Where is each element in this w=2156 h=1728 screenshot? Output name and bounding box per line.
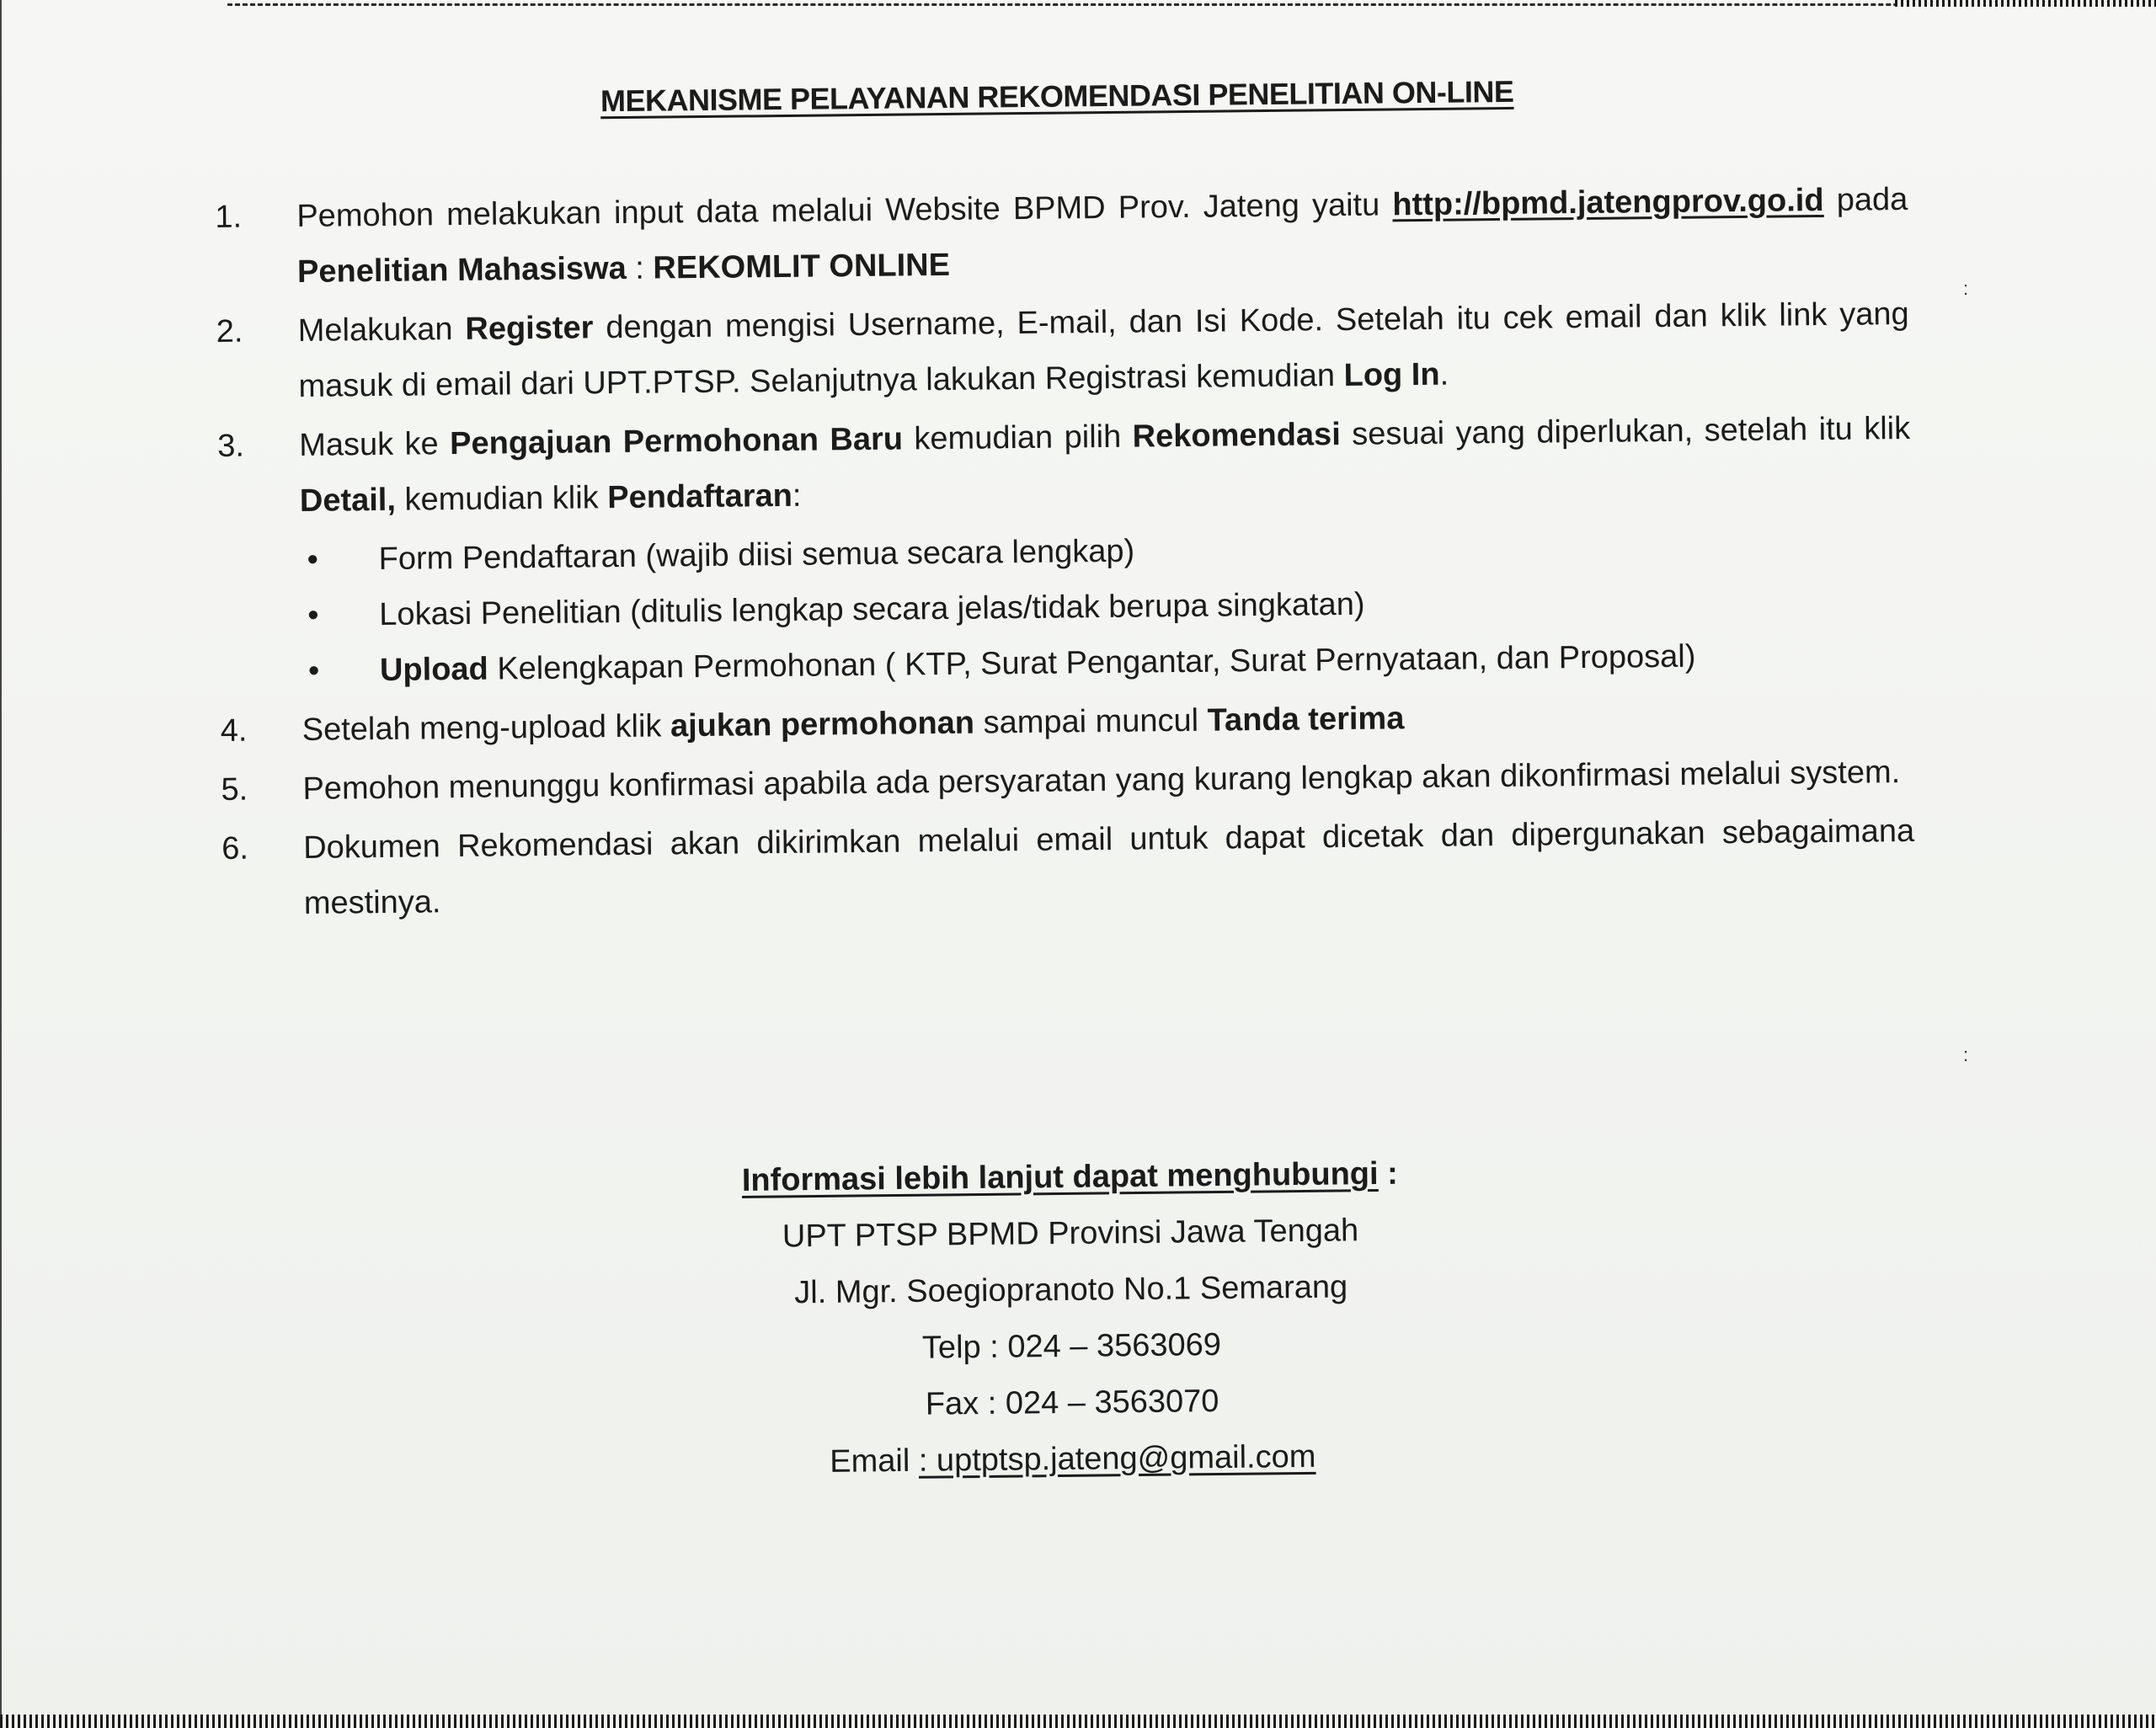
text-run: : — [792, 477, 802, 514]
text-run: pada — [1823, 181, 1908, 218]
list-item-3 — [217, 401, 1911, 530]
text-run: Melakukan — [297, 311, 466, 349]
item-text — [298, 296, 1909, 404]
phone-label: Telp : — [921, 1329, 1008, 1366]
item-text: Dokumen Rekomendasi akan dikirimkan melalui email untuk dapat dicetak dan dipergunakan sebagaimana mestinya. — [302, 813, 1915, 921]
text-run: Pemohon melakukan input data melalui Website BPMD Prov. Jateng yaitu — [296, 187, 1393, 234]
bold-text: Tanda terima — [1207, 701, 1405, 739]
bullet-icon: • — [307, 541, 319, 578]
bold-text: Pengajuan Permohonan Baru — [449, 421, 904, 462]
top-dashed-border — [227, 3, 2156, 6]
bottom-scan-stripes — [0, 1715, 2156, 1728]
text-run: kemudian klik — [395, 480, 608, 518]
top-scan-stripes — [1895, 0, 2156, 7]
bold-text: Pendaftaran — [607, 477, 793, 516]
text-run: . — [1439, 356, 1449, 392]
contact-fax — [659, 1371, 1486, 1436]
list-item-6 — [221, 803, 1915, 932]
scan-speck: : — [1963, 1044, 1969, 1065]
item-text: Pemohon menunggu konfirmasi apabila ada persyaratan yang kurang lengkap akan dikonfirmasi melalui system. — [302, 755, 1901, 807]
bold-text: Register — [465, 310, 594, 347]
contact-heading — [657, 1145, 1483, 1210]
item-text — [299, 411, 1910, 519]
text-run: Setelah meng-upload klik — [302, 708, 671, 748]
fax-label: Fax : — [925, 1385, 1006, 1422]
email-link[interactable]: : uptptsp.jateng@gmail.com — [918, 1438, 1316, 1479]
bullet-icon: • — [307, 653, 320, 689]
item-text — [296, 182, 1908, 290]
email-label: Email — [830, 1443, 920, 1480]
phone-value: 024 – 3563069 — [1007, 1326, 1222, 1365]
contact-heading-colon: : — [1378, 1155, 1399, 1192]
document-title: MEKANISME PELAYANAN REKOMENDASI PENELITIAN ON-LINE — [600, 73, 1514, 119]
bullet-text: Lokasi Penelitian (ditulis lengkap secara jelas/tidak berupa singkatan) — [379, 586, 1365, 632]
item-number: 1. — [215, 199, 243, 235]
text-run: : — [626, 250, 654, 286]
item-number: 5. — [221, 771, 248, 808]
contact-office: UPT PTSP BPMD Provinsi Jawa Tengah — [782, 1213, 1359, 1255]
text-run: dengan mengisi Username, E-mail, dan Isi Kode. Setelah itu cek email dan klik link yang masuk di email dari UPT.PTSP. Selanjutnya lakukan Registrasi kemudian — [298, 296, 1909, 404]
item-number: 2. — [216, 313, 243, 349]
bullet-icon: • — [307, 597, 319, 633]
text-run: kemudian pilih — [902, 419, 1133, 457]
item-number: 3. — [216, 428, 245, 464]
procedure-list — [215, 172, 1915, 936]
contact-address: Jl. Mgr. Soegiopranoto No.1 Semarang — [794, 1269, 1348, 1311]
bullet-text: Form Pendaftaran (wajib diisi semua secara lengkap) — [378, 533, 1135, 577]
text-run: sampai muncul — [974, 702, 1208, 741]
text-run: sesuai yang diperlukan, setelah itu klik — [1340, 410, 1911, 453]
contact-phone — [659, 1315, 1485, 1379]
item-number: 4. — [220, 712, 248, 749]
bold-text: Log In — [1343, 356, 1440, 393]
list-item-2 — [216, 286, 1909, 415]
scan-speck: : — [1963, 278, 1969, 299]
item-text — [302, 701, 1405, 748]
bold-text: Penelitian Mahasiswa — [296, 250, 627, 290]
bold-text: Detail, — [299, 482, 397, 519]
left-page-edge — [0, 0, 2, 1728]
bullet-text: Kelengkapan Permohonan ( KTP, Surat Pengantar, Surat Pernyataan, dan Proposal) — [488, 638, 1696, 687]
item-number: 6. — [221, 830, 249, 867]
bold-text: REKOMLIT ONLINE — [653, 247, 951, 286]
contact-heading-text: Informasi lebih lanjut dapat menghubungi — [741, 1156, 1379, 1198]
website-link[interactable]: http://bpmd.jatengprov.go.id — [1392, 182, 1824, 223]
contact-email — [660, 1427, 1486, 1492]
bold-text: Upload — [379, 651, 488, 688]
bold-text: Rekomendasi — [1132, 417, 1341, 455]
fax-value: 024 – 3563070 — [1005, 1384, 1219, 1421]
contact-block — [657, 1145, 1486, 1492]
text-run: Masuk ke — [298, 426, 451, 463]
list-item-1 — [215, 172, 1908, 301]
bold-text: ajukan permohonan — [670, 705, 975, 744]
